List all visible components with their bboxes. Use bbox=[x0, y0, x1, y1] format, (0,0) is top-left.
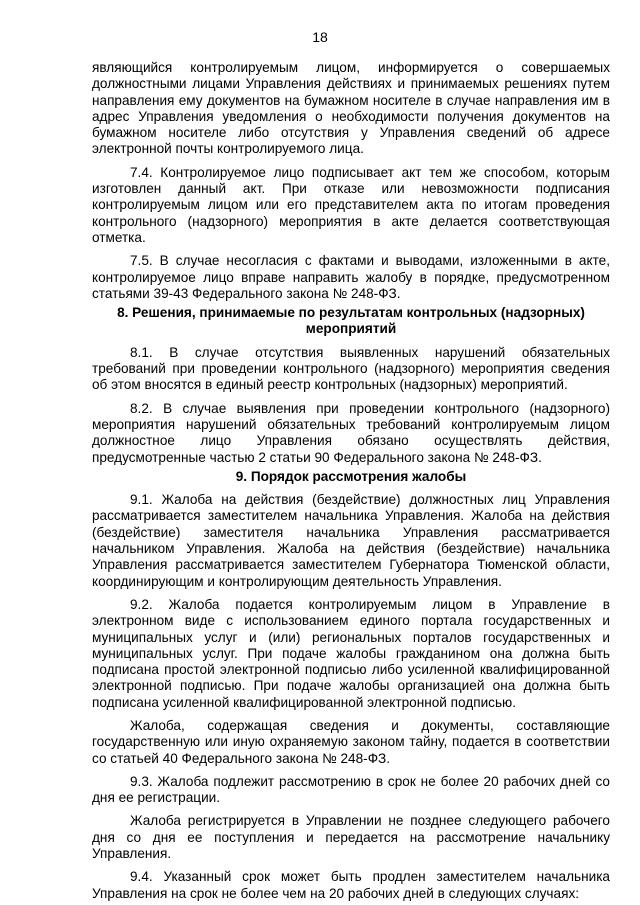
paragraph-9-1: 9.1. Жалоба на действия (бездействие) должностных лиц Управления рассматривается заместителем начальника Управления. Жалоба на действия (бездействие) заместителя начальника Управления рассматривается начальником Управления. Жалоба на действия (бездействие) начальника Управления рассматривается заместителем Губернатора Тюменской области, координирующим и контролирующим деятельность Управления. bbox=[92, 492, 610, 589]
section-heading-8: 8. Решения, принимаемые по результатам контрольных (надзорных) мероприятий bbox=[117, 305, 585, 337]
paragraph-7-4: 7.4. Контролируемое лицо подписывает акт тем же способом, которым изготовлен данный акт. При отказе или невозможности подписания контролируемым лицом или его представителем акта по итогам проведения контрольного (надзорного) мероприятия в акте делается соответствующая отметка. bbox=[92, 164, 610, 245]
paragraph-9-2: 9.2. Жалоба подается контролируемым лицом в Управление в электронном виде с использованием единого портала государственных и муниципальных услуг и (или) региональных порталов государственных и муниципальных услуг. При подаче жалобы гражданином она должна быть подписана простой электронной подписью либо усиленной квалифицированной электронной подписью. При подаче жалобы организацией она должна быть подписана усиленной квалифицированной электронной подписью. bbox=[92, 596, 610, 710]
section-heading-9: 9. Порядок рассмотрения жалобы bbox=[235, 468, 467, 484]
paragraph-9-3: 9.3. Жалоба подлежит рассмотрению в срок не более 20 рабочих дней со дня ее регистрации. bbox=[92, 773, 610, 806]
paragraph-9-3-registration: Жалоба регистрируется в Управлении не позднее следующего рабочего дня со дня ее поступления и передается на рассмотрение начальнику Управления. bbox=[92, 813, 610, 862]
page-number: 18 bbox=[312, 29, 328, 45]
paragraph-7-5: 7.5. В случае несогласия с фактами и выводами, изложенными в акте, контролируемое лицо вправе направить жалобу в порядке, предусмотренном статьями 39-43 Федерального закона № 248-ФЗ. bbox=[92, 253, 610, 301]
paragraph-9-4: 9.4. Указанный срок может быть продлен заместителем начальника Управления на срок не более чем на 20 рабочих дней в следующих случаях: bbox=[92, 869, 610, 901]
paragraph-8-2: 8.2. В случае выявления при проведении контрольного (надзорного) мероприятия нарушений обязательных требований контролируемым лицом должностное лицо Управления обязано осуществлять действия, предусмотренные частью 2 статьи 90 Федерального закона № 248-ФЗ. bbox=[92, 400, 610, 465]
paragraph-9-2-secret: Жалоба, содержащая сведения и документы, составляющие государственную или иную охраняемую законом тайну, подается в соответствии со статьей 40 Федерального закона № 248-ФЗ. bbox=[92, 717, 610, 766]
paragraph-8-1: 8.1. В случае отсутствия выявленных нарушений обязательных требований при проведении контрольного (надзорного) мероприятия сведения об этом вносятся в единый реестр контрольных (надзорных) мероприятий. bbox=[92, 344, 610, 393]
paragraph-continuation: являющийся контролируемым лицом, информируется о совершаемых должностными лицами Управления действиях и принимаемых решениях путем направления ему документов на бумажном носителе в случае направления им в адрес Управления уведомления о необходимости получения документов на бумажном носителе либо отсутствия у Управления сведений об адресе электронной почты контролируемого лица. bbox=[92, 60, 610, 157]
document-body bbox=[92, 60, 610, 902]
